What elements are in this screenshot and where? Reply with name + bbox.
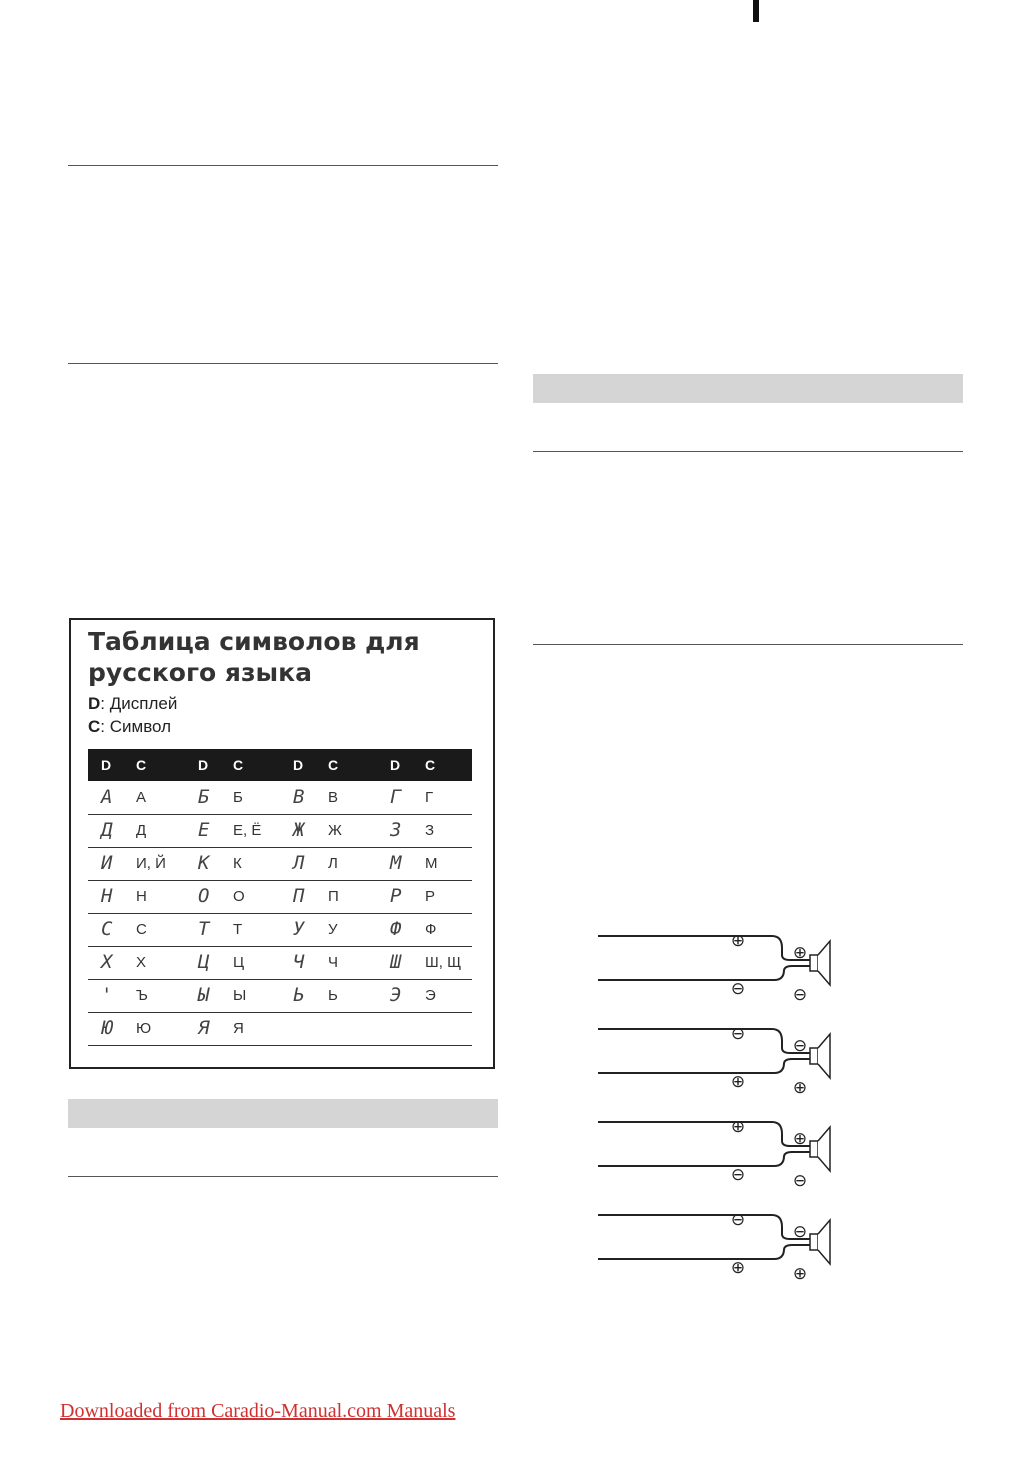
speaker-magnet (810, 1048, 818, 1064)
display-glyph: Ю (101, 1017, 113, 1039)
display-glyph: У (293, 918, 305, 940)
display-glyph: П (293, 885, 305, 907)
wire-bottom (598, 1245, 810, 1259)
wire-top-polarity: ⊕ (730, 1117, 746, 1137)
wire-top-polarity: ⊕ (730, 931, 746, 951)
wire-bottom-polarity: ⊕ (730, 1258, 746, 1278)
character-cell: Б (233, 789, 243, 806)
legend-character (88, 717, 171, 737)
display-glyph: Б (198, 786, 210, 808)
character-cell: А (136, 789, 147, 806)
character-cell: Ф (425, 921, 437, 938)
wire-top (598, 1029, 810, 1053)
character-cell: Г (425, 789, 434, 806)
speaker-magnet (810, 955, 818, 971)
display-glyph: Ь (293, 984, 305, 1006)
speaker-top-polarity: ⊖ (792, 1222, 808, 1242)
character-cell: Ю (136, 1020, 152, 1037)
header-cell: D (390, 757, 401, 773)
display-glyph: И (101, 852, 113, 874)
header-cell: D (198, 757, 209, 773)
character-cell: Я (233, 1020, 244, 1037)
character-cell: Л (328, 855, 338, 872)
wire-bottom-polarity: ⊕ (730, 1072, 746, 1092)
legend-display (88, 694, 177, 714)
character-cell: Д (136, 822, 147, 839)
display-glyph: С (101, 918, 113, 940)
wire-bottom (598, 966, 810, 980)
character-cell: Ж (328, 822, 342, 839)
table-row (88, 1012, 472, 1046)
chart-title-line1: Таблица символов для (88, 627, 420, 656)
header-cell: D (293, 757, 304, 773)
section-divider (68, 165, 498, 166)
table-row (88, 979, 472, 1013)
display-glyph: Х (101, 951, 113, 973)
speaker-cone (818, 1034, 830, 1078)
speaker-cone (818, 1127, 830, 1171)
section-header-bar (533, 374, 963, 403)
display-glyph: Э (390, 984, 402, 1006)
section-divider (68, 1176, 498, 1177)
wire-bottom (598, 1152, 810, 1166)
display-glyph: ' (101, 984, 113, 1006)
wire-top (598, 936, 810, 960)
legend-c-key: C (88, 717, 101, 736)
character-cell: Ш, Щ (425, 954, 462, 971)
display-glyph: В (293, 786, 305, 808)
chart-title (88, 626, 488, 688)
speaker-top-polarity: ⊕ (792, 1129, 808, 1149)
table-row (88, 880, 472, 914)
section-divider (68, 363, 498, 364)
table-row (88, 814, 472, 848)
display-glyph: Ы (198, 984, 210, 1006)
table-row (88, 946, 472, 980)
display-glyph: К (198, 852, 210, 874)
header-cell: C (136, 757, 147, 773)
character-cell: Ь (328, 987, 338, 1004)
speaker-bottom-polarity: ⊖ (792, 985, 808, 1005)
section-divider (533, 451, 963, 452)
character-cell: Х (136, 954, 147, 971)
speaker-cone (818, 1220, 830, 1264)
character-cell: Ъ (136, 987, 148, 1004)
speaker-magnet (810, 1234, 818, 1250)
display-glyph: Р (390, 885, 402, 907)
character-cell: У (328, 921, 338, 938)
character-cell: Ы (233, 987, 247, 1004)
wire-top (598, 1122, 810, 1146)
character-cell: М (425, 855, 438, 872)
character-cell: Т (233, 921, 243, 938)
chart-title-line2: русского языка (88, 658, 312, 687)
header-cell: C (233, 757, 244, 773)
character-cell: К (233, 855, 242, 872)
table-row (88, 847, 472, 881)
display-glyph: А (101, 786, 113, 808)
character-cell: Ч (328, 954, 338, 971)
display-glyph: Е (198, 819, 210, 841)
header-cell: D (101, 757, 112, 773)
display-glyph: Ц (198, 951, 210, 973)
character-cell: С (136, 921, 147, 938)
speaker-bottom-polarity: ⊕ (792, 1078, 808, 1098)
character-cell: Э (425, 987, 436, 1004)
speaker-cone (818, 941, 830, 985)
display-glyph: Н (101, 885, 113, 907)
wire-top-polarity: ⊖ (730, 1210, 746, 1230)
wire-bottom-polarity: ⊖ (730, 1165, 746, 1185)
character-cell: В (328, 789, 339, 806)
display-glyph: Т (198, 918, 210, 940)
speaker-bottom-polarity: ⊕ (792, 1264, 808, 1284)
display-glyph: Ч (293, 951, 305, 973)
character-cell: Н (136, 888, 147, 905)
display-glyph: Ф (390, 918, 402, 940)
display-glyph: Я (198, 1017, 210, 1039)
character-cell: Е, Ё (233, 822, 262, 839)
display-glyph: О (198, 885, 210, 907)
speaker-top-polarity: ⊕ (792, 943, 808, 963)
display-glyph: М (390, 852, 402, 874)
character-cell: З (425, 822, 435, 839)
wiring-diagram (598, 1117, 830, 1191)
wiring-diagram (598, 1210, 830, 1284)
table-row (88, 913, 472, 947)
speaker-top-polarity: ⊖ (792, 1036, 808, 1056)
table-row (88, 781, 472, 815)
russian-character-chart (69, 618, 495, 1069)
table-header (88, 749, 472, 781)
wire-bottom (598, 1059, 810, 1073)
page-edge-marker (753, 0, 759, 22)
wiring-diagram (598, 931, 830, 1005)
display-glyph: З (390, 819, 402, 841)
character-cell: Р (425, 888, 436, 905)
legend-c-text: : Символ (100, 717, 172, 736)
character-cell: О (233, 888, 245, 905)
display-glyph: Д (101, 819, 113, 841)
speaker-bottom-polarity: ⊖ (792, 1171, 808, 1191)
display-glyph: Г (390, 786, 402, 808)
header-cell: C (425, 757, 436, 773)
header-cell: C (328, 757, 339, 773)
footer-download-link[interactable]: Downloaded from Caradio-Manual.com Manuals (60, 1400, 456, 1422)
legend-d-key: D (88, 694, 101, 713)
wiring-diagram (598, 1024, 830, 1098)
character-cell: И, Й (136, 855, 166, 872)
section-divider (533, 644, 963, 645)
section-header-bar (68, 1099, 498, 1128)
character-cell: Ц (233, 954, 245, 971)
speaker-wiring-diagrams (590, 925, 850, 1285)
display-glyph: Л (293, 852, 305, 874)
wire-bottom-polarity: ⊖ (730, 979, 746, 999)
legend-d-text: : Дисплей (100, 694, 178, 713)
character-cell: П (328, 888, 339, 905)
wire-top (598, 1215, 810, 1239)
display-glyph: Ж (293, 819, 305, 841)
wire-top-polarity: ⊖ (730, 1024, 746, 1044)
display-glyph: Ш (390, 951, 402, 973)
speaker-magnet (810, 1141, 818, 1157)
